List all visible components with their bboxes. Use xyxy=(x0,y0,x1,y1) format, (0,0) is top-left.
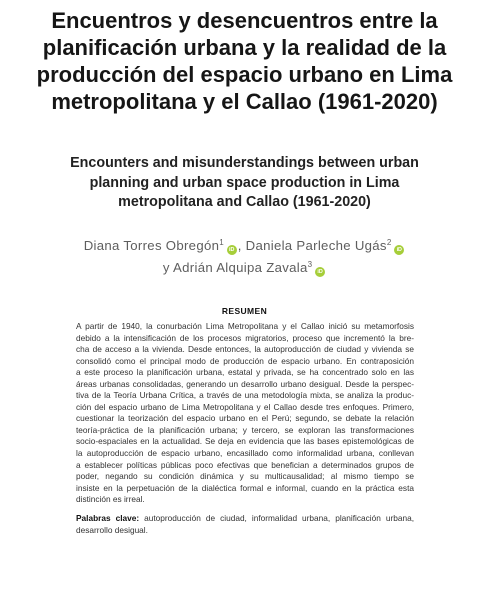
abstract-line: la autoproducción de espacio urbano, encasillado como informalidad urbana, conllevan xyxy=(76,448,414,459)
author-list xyxy=(0,235,489,279)
paper-title xyxy=(0,7,489,115)
abstract-line: a establecer políticas públicas poco efectivas que benefician a determinados grupos de xyxy=(76,459,414,470)
author-separator: , xyxy=(237,238,242,253)
keywords xyxy=(76,513,414,536)
author-name: Adrián Alquipa Zavala xyxy=(173,260,308,275)
keywords-text: autoproducción de ciudad, informalidad urbana, planificación urbana, xyxy=(144,513,414,523)
author-name: Diana Torres Obregón xyxy=(83,238,220,253)
abstract-line: tiva de la Teoría Urbana Crítica, a través de una metodología mixta, se analiza la produc- xyxy=(76,390,414,401)
abstract-heading: RESUMEN xyxy=(221,306,268,316)
title-line: metropolitana y el Callao (1961-2020) xyxy=(51,89,438,114)
keywords-line xyxy=(76,513,414,525)
abstract-line: teoría-práctica de la planificación urbana; y tercero, se exploran las transformaciones xyxy=(76,424,414,435)
abstract-line: consolidó como el principal modo de producción de espacio urbano. En contraposición xyxy=(76,355,414,366)
abstract-line: ción del espacio urbano de Lima Metropolitana y el Callao desde tres enfoques. Primero, xyxy=(76,401,414,412)
english-title-line: metropolitana and Callao (1961-2020) xyxy=(118,194,371,210)
affiliation-marker: 1 xyxy=(219,238,224,247)
abstract-line: insiste en la perpetuación de la dialéctica formal e informal, cuando en la práctica esta xyxy=(76,482,414,493)
abstract-line: debido a la intensificación de los procesos migratorios, proceso que incrementó la bre- xyxy=(76,332,414,343)
abstract-line: a este proceso la planificación urbana, estatal y privada, se ha concentrado solo en las xyxy=(76,367,414,378)
abstract-line: cha de acceso a la vivienda. Desde entonces, la autoproducción de ciudad y vivienda se xyxy=(76,344,414,355)
author-conjunction: y xyxy=(162,260,170,275)
english-title-line: Encounters and misunderstandings between urban xyxy=(70,155,419,171)
abstract-line: A partir de 1940, la conurbación Lima Metropolitana y el Callao inició su metamorfosis xyxy=(76,321,414,331)
title-line: producción del espacio urbano en Lima xyxy=(36,62,453,87)
author-line xyxy=(0,235,489,257)
title-line: planificación urbana y la realidad de la xyxy=(42,35,447,60)
abstract-line: socio-espaciales en la actualidad. Se deja en evidencia que las bases epistemológicas de xyxy=(76,436,414,447)
affiliation-marker: 3 xyxy=(307,260,313,269)
author-name: Daniela Parleche Ugás xyxy=(245,238,387,253)
affiliation-marker: 2 xyxy=(386,238,392,247)
english-title xyxy=(0,154,489,213)
abstract-line: distinción es irreal. xyxy=(76,494,145,505)
abstract-line: cuestionar la teorización del espacio urbano en el Perú; segundo, se debate la relación xyxy=(76,413,414,424)
abstract-line: poder, negando su condición dinámica y su multicausalidad; al mismo tiempo se xyxy=(76,471,414,482)
keywords-label: Palabras clave: xyxy=(76,513,140,523)
english-title-line: planning and urban space production in Lima xyxy=(89,174,400,191)
keywords-line: desarrollo desigual. xyxy=(76,524,148,535)
orcid-icon[interactable]: iD xyxy=(394,245,404,255)
abstract-body xyxy=(76,321,414,506)
orcid-icon[interactable]: iD xyxy=(315,267,325,277)
author-line xyxy=(0,257,489,279)
abstract-line: áreas urbanas consolidadas, generando un desarrollo urbano desigual. Desde la perspec- xyxy=(76,378,414,389)
orcid-icon[interactable]: iD xyxy=(227,245,237,255)
title-line: Encuentros y desencuentros entre la xyxy=(51,8,438,33)
